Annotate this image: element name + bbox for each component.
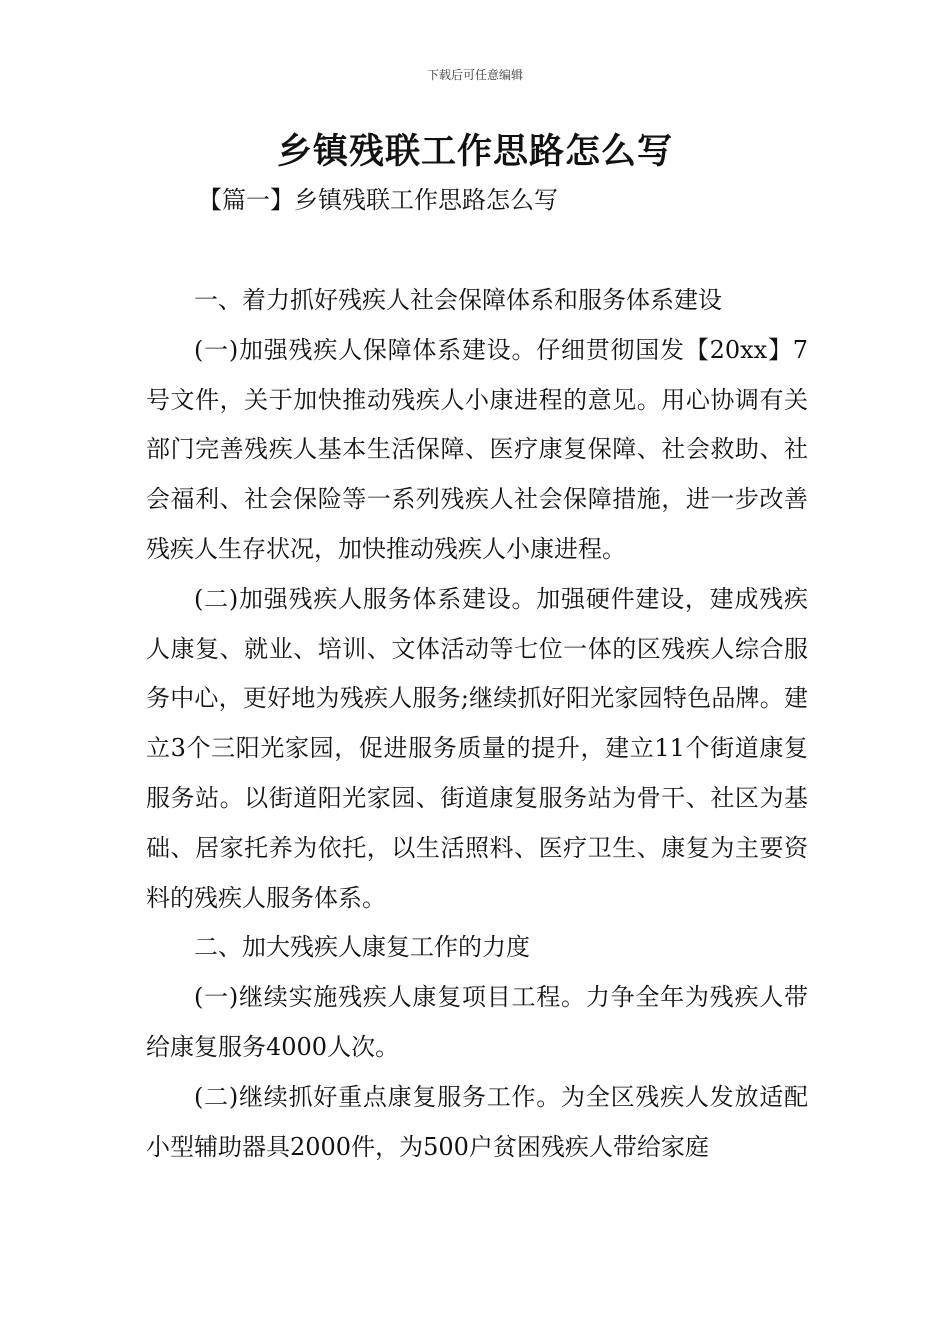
paragraph-key-rehab-service: (二)继续抓好重点康复服务工作。为全区残疾人发放适配小型辅助器具2000件，为500户贫困残疾人带给家庭	[146, 1082, 808, 1161]
header-note: 下载后可任意编辑	[426, 68, 523, 82]
document-body	[146, 276, 808, 1172]
document-subtitle: 【篇一】乡镇残联工作思路怎么写	[198, 186, 558, 214]
paragraph-section-one-heading: 一、着力抓好残疾人社会保障体系和服务体系建设	[194, 286, 722, 314]
paragraph-service-system: (二)加强残疾人服务体系建设。加强硬件建设，建成残疾人康复、就业、培训、文体活动等七位一体的区残疾人综合服务中心，更好地为残疾人服务;继续抓好阳光家园特色品牌。建立3个三阳光家园，促进服务质量的提升，建立11个街道康复服务站。以街道阳光家园、街道康复服务站为骨干、社区为基础、居家托养为依托，以生活照料、医疗卫生、康复为主要资料的残疾人服务体系。	[146, 584, 808, 912]
paragraph-rehab-project: (一)继续实施残疾人康复项目工程。力争全年为残疾人带给康复服务4000人次。	[146, 983, 808, 1061]
paragraph-section-two-heading: 二、加大残疾人康复工作的力度	[194, 933, 530, 962]
paragraph-security-system: (一)加强残疾人保障体系建设。仔细贯彻国发【20xx】7号文件，关于加快推动残疾人小康进程的意见。用心协调有关部门完善残疾人基本生活保障、医疗康复保障、社会救助、社会福利、社会保险等一系列残疾人社会保障措施，进一步改善残疾人生存状况，加快推动残疾人小康进程。	[146, 335, 808, 563]
document-title: 乡镇残联工作思路怎么写	[276, 132, 673, 172]
